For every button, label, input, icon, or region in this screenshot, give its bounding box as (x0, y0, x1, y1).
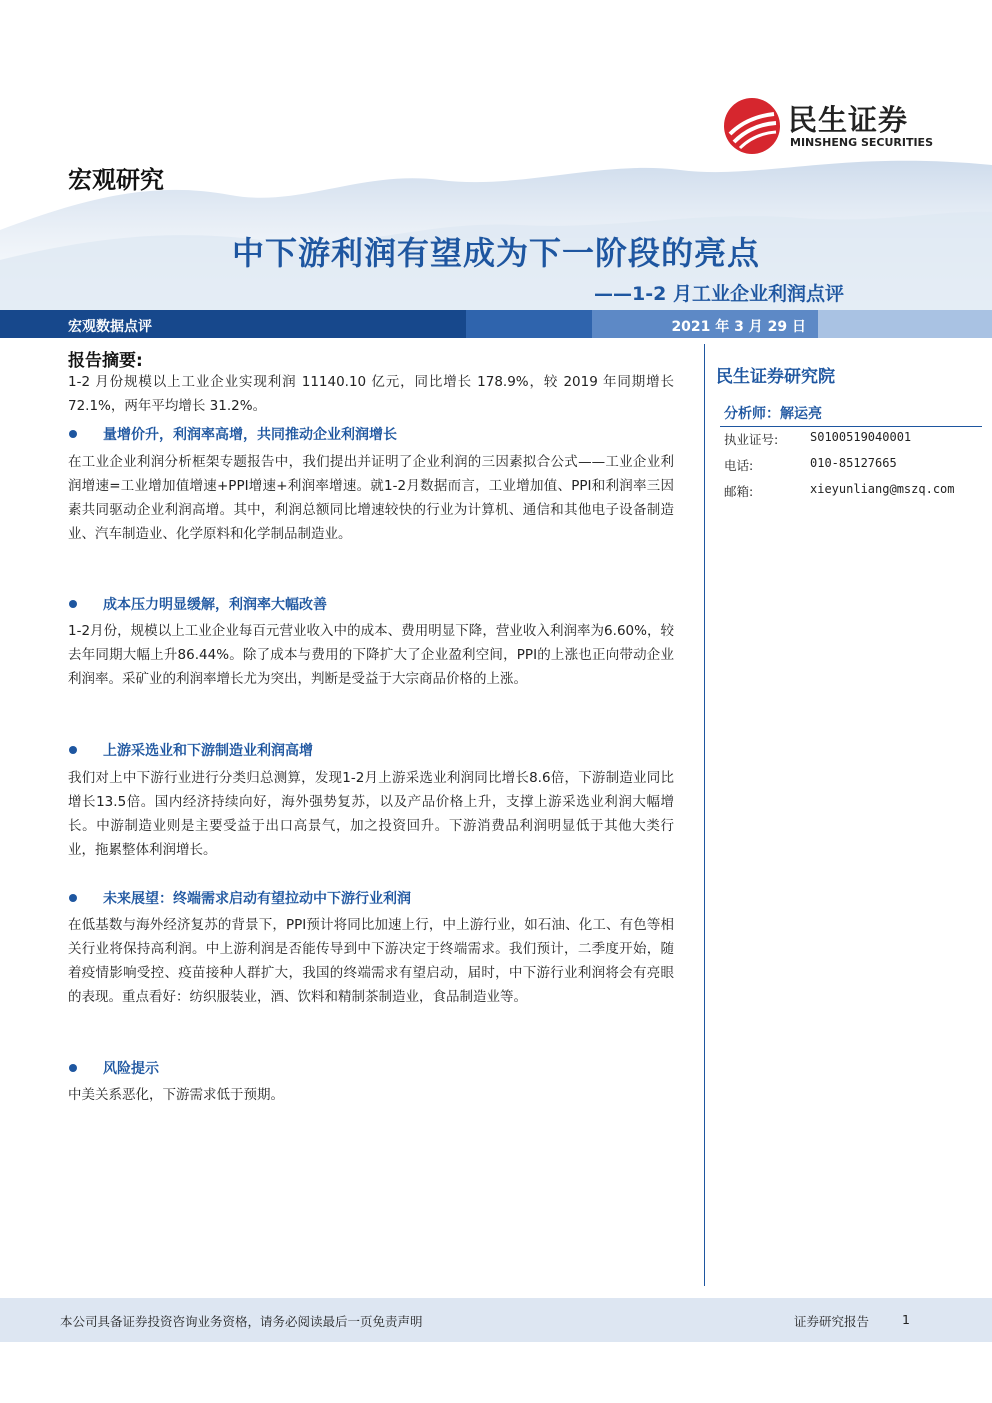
section-heading-2: 成本压力明显缓解，利润率大幅改善 (68, 594, 688, 616)
section-heading-3: 上游采选业和下游制造业利润高增 (68, 740, 688, 762)
report-category: 宏观研究 (68, 166, 164, 194)
bullet-icon (69, 600, 77, 608)
bullet-icon (69, 430, 77, 438)
section-heading-5: 风险提示 (68, 1058, 688, 1080)
section-body-3: 我们对上中下游行业进行分类归总测算，发现1-2月上游采选业利润同比增长8.6倍，下游制造业同比增长13.5倍。国内经济持续向好，海外强势复苏，以及产品价格上升，支撑上游采选业利润大幅增长。中游制造业则是主要受益于出口高景气，加之投资回升。下游消费品利润明显低于其他大类行业，拖累整体利润增长。 (68, 770, 674, 858)
page-footer (0, 1298, 992, 1342)
email-row: 邮箱: xieyunliang@mszq.com (724, 482, 955, 499)
email-link[interactable]: xieyunliang@mszq.com (810, 482, 955, 496)
brand-logo (722, 96, 962, 156)
section-heading-4: 未来展望：终端需求启动有望拉动中下游行业利润 (68, 888, 688, 910)
summary-heading: 报告摘要: (68, 351, 143, 371)
footer-doc-type: 证券研究报告 (794, 1314, 870, 1329)
band-label: 宏观数据点评 (68, 319, 152, 335)
section-heading-1: 量增价升，利润率高增，共同推动企业利润增长 (68, 424, 688, 446)
report-subtitle: ——1-2 月工业企业利润点评 (594, 283, 844, 305)
section-body-1: 在工业企业利润分析框架专题报告中，我们提出并证明了企业利润的三因素拟合公式——工业企业利润增速=工业增加值增速+PPI增速+利润率增速。就1-2月数据而言，工业增加值、PPI和利润率三因素共同驱动企业利润高增。其中，利润总额同比增速较快的行业为计算机、通信和其他电子设备制造业、汽车制造业、化学原料和化学制品制造业。 (68, 454, 674, 542)
minsheng-logo-icon (722, 96, 782, 156)
analyst-header: 分析师：解运亮 (720, 402, 982, 427)
license-row: 执业证号: S0100519040001 (724, 430, 912, 447)
footer-disclaimer: 本公司具备证券投资咨询业务资格，请务必阅读最后一页免责声明 (60, 1314, 423, 1329)
page-number: 1 (902, 1312, 910, 1327)
summary-intro: 1-2 月份规模以上工业企业实现利润 11140.10 亿元，同比增长 178.9%，较 2019 年同期增长 72.1%，两年平均增长 31.2%。 (68, 374, 674, 414)
phone-row: 电话: 010-85127665 (724, 456, 897, 473)
brand-name-cn: 民生证券 (788, 103, 909, 137)
bullet-icon (69, 1064, 77, 1072)
column-divider (704, 344, 705, 1286)
bullet-icon (69, 894, 77, 902)
brand-name-en: MINSHENG SECURITIES (790, 136, 933, 149)
section-body-5: 中美关系恶化，下游需求低于预期。 (68, 1087, 284, 1103)
report-date: 2021 年 3 月 29 日 (671, 319, 806, 335)
section-body-4: 在低基数与海外经济复苏的背景下，PPI预计将同比加速上行，中上游行业，如石油、化工、有色等相关行业将保持高利润。中上游利润是否能传导到中下游决定于终端需求。我们预计，二季度开始，随着疫情影响受控、疫苗接种人群扩大，我国的终端需求有望启动，届时，中下游行业利润将会有亮眼的表现。重点看好：纺织服装业，酒、饮料和精制茶制造业，食品制造业等。 (68, 917, 674, 1005)
research-institute: 民生证券研究院 (716, 367, 835, 387)
bullet-icon (69, 746, 77, 754)
report-title: 中下游利润有望成为下一阶段的亮点 (231, 234, 760, 272)
section-body-2: 1-2月份，规模以上工业企业每百元营业收入中的成本、费用明显下降，营业收入利润率为6.60%，较去年同期大幅上升86.44%。除了成本与费用的下降扩大了企业盈利空间，PPI的上涨也正向带动企业利润率。采矿业的利润率增长尤为突出，判断是受益于大宗商品价格的上涨。 (68, 623, 674, 687)
